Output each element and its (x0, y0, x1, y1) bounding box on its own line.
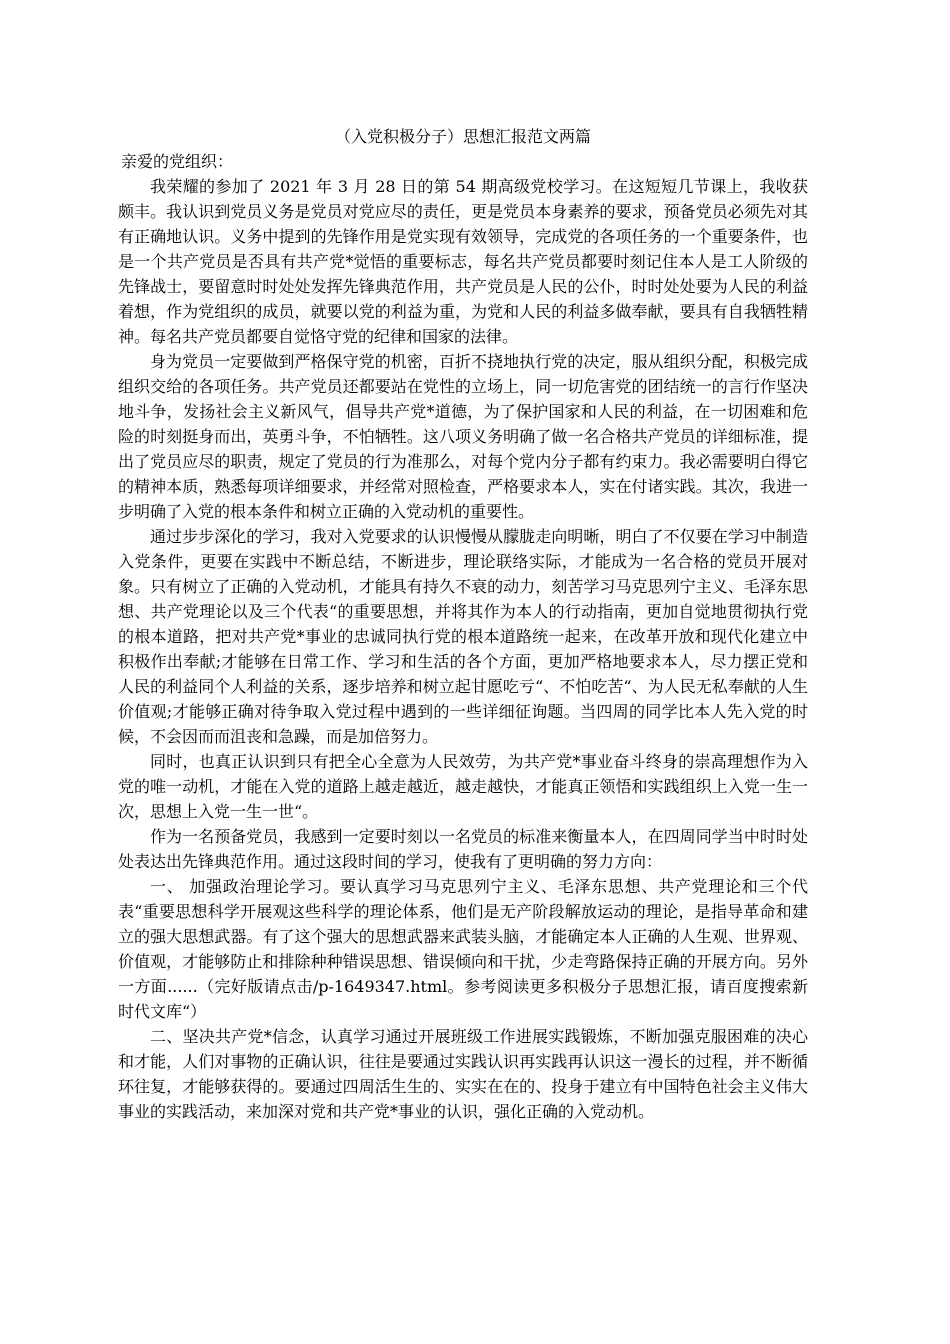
paragraph-1: 我荣耀的参加了 2021 年 3 月 28 日的第 54 期高级党校学习。在这短短几节课上，我收获颇丰。我认识到党员义务是党员对党应尽的责任，更是党员本身素养的要求，预备党员必须先对其有正确地认识。义务中提到的先锋作用是党实现有效领导，完成党的各项任务的一个重要条件，也是一个共产党员是否具有共产党*觉悟的重要标志，每名共产党员都要时刻记住本人是工人阶级的先锋战士，要留意时时处处发挥先锋典范作用，共产党员是人民的公仆，时时处处要为人民的利益着想，作为党组织的成员，就要以党的利益为重，为党和人民的利益多做奉献，要具有自我牺牲精神。每名共产党员都要自觉恪守党的纪律和国家的法律。 (118, 177, 808, 346)
paragraph-6: 一、 加强政治理论学习。要认真学习马克思列宁主义、毛泽东思想、共产党理论和三个代表“重要思想科学开展观这些科学的理论体系，他们是无产阶段解放运动的理论，是指导革命和建立的强大思想武器。有了这个强大的思想武器来武装头脑，才能确定本人正确的人生观、世界观、价值观，才能够防止和排除种种错误思想、错误倾向和干扰，少走弯路保持正确的开展方向。另外一方面......（完好版请点击/p-1649347.html。参考阅读更多积极分子思想汇报，请百度搜索新时代文库“） (118, 877, 808, 1021)
paragraph-2: 身为党员一定要做到严格保守党的机密，百折不挠地执行党的决定，服从组织分配，积极完成组织交给的各项任务。共产党员还都要站在党性的立场上，同一切危害党的团结统一的言行作坚决地斗争，发扬社会主义新风气，倡导共产党*道德，为了保护国家和人民的利益，在一切困难和危险的时刻挺身而出，英勇斗争，不怕牺牲。这八项义务明确了做一名合格共产党员的详细标准，提出了党员应尽的职责，规定了党员的行为准那么，对每个党内分子都有约束力。我必需要明白得它的精神本质，熟悉每项详细要求，并经常对照检查，严格要求本人，实在付诸实践。其次，我进一步明确了入党的根本条件和树立正确的入党动机的重要性。 (118, 352, 808, 521)
paragraph-7: 二、坚决共产党*信念，认真学习通过开展班级工作进展实践锻炼，不断加强克服困难的决心和才能，人们对事物的正确认识，往往是要通过实践认识再实践再认识这一漫长的过程，并不断循环往复，才能够获得的。要通过四周活生生的、实实在在的、投身于建立有中国特色社会主义伟大事业的实践活动，来加深对党和共产党*事业的认识，强化正确的入党动机。 (118, 1027, 808, 1121)
document-page (118, 124, 808, 1124)
salutation: 亲爱的党组织： (121, 152, 234, 171)
paragraph-3: 通过步步深化的学习，我对入党要求的认识慢慢从朦胧走向明晰，明白了不仅要在学习中制造入党条件，更要在实践中不断总结，不断进步，理论联络实际，才能成为一名合格的党员开展对象。只有树立了正确的入党动机，才能具有持久不衰的动力，刻苦学习马克思列宁主义、毛泽东思想、共产党理论以及三个代表“的重要思想，并将其作为本人的行动指南，更加自觉地贯彻执行党的根本道路，把对共产党*事业的忠诚同执行党的根本道路统一起来，在改革开放和现代化建立中积极作出奉献;才能够在日常工作、学习和生活的各个方面，更加严格地要求本人，尽力摆正党和人民的利益同个人利益的关系，逐步培养和树立起甘愿吃亏“、不怕吃苦“、为人民无私奉献的人生价值观;才能够正确对待争取入党过程中遇到的一些详细征询题。当四周的同学比本人先入党的时候，不会因而而沮丧和急躁，而是加倍努力。 (118, 527, 808, 746)
document-title: （入党积极分子）思想汇报范文两篇 (334, 127, 591, 146)
paragraph-4: 同时，也真正认识到只有把全心全意为人民效劳，为共产党*事业奋斗终身的崇高理想作为入党的唯一动机，才能在入党的道路上越走越近，越走越快，才能真正领悟和实践组织上入党一生一次，思想上入党一生一世“。 (118, 752, 808, 821)
paragraph-5: 作为一名预备党员，我感到一定要时刻以一名党员的标准来衡量本人，在四周同学当中时时处处表达出先锋典范作用。通过这段时间的学习，使我有了更明确的努力方向： (118, 827, 808, 871)
